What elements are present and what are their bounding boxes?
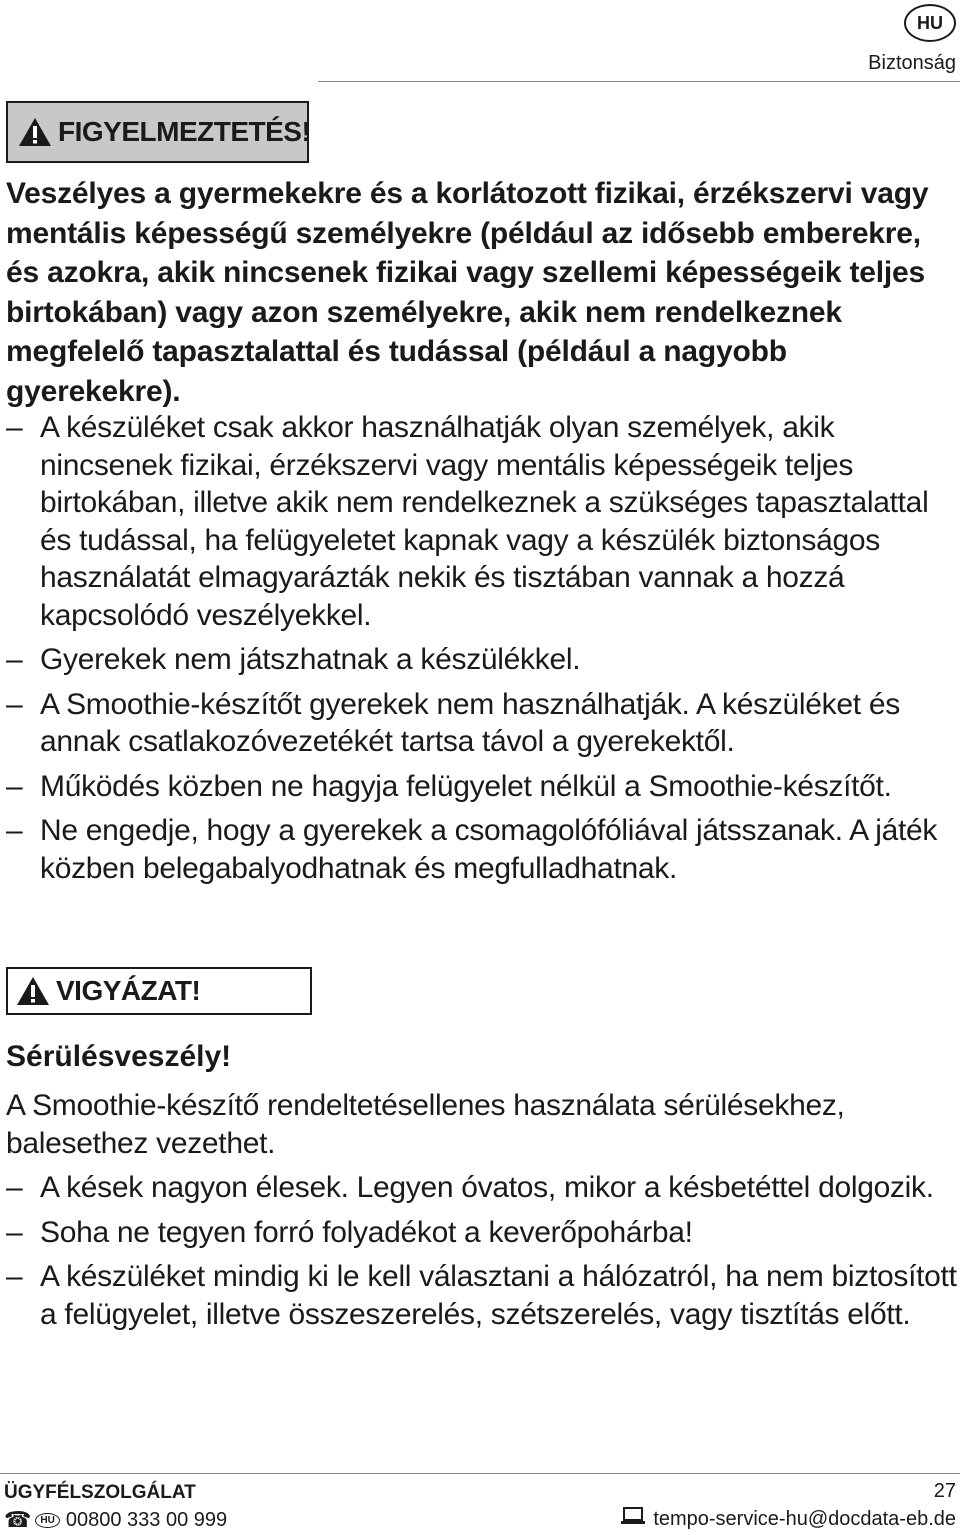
caution-label: VIGYÁZAT! <box>56 975 201 1006</box>
list-item-text: A készüléket mindig ki le kell választani a hálózatról, ha nem biztosított a felügyelet, illetve összeszerelés, szétszerelés, vagy tisztítás előtt. <box>40 1260 957 1331</box>
bullet-dash: – <box>6 687 23 721</box>
list-item <box>6 768 958 806</box>
hazard-description: A Smoothie-készítő rendeltetésellenes használata sérülésekhez, balesethez vezethet. <box>6 1089 845 1160</box>
list-item-text: Gyerekek nem játszhatnak a készülékkel. <box>40 643 581 676</box>
list-item <box>6 686 958 761</box>
warning-label: FIGYELMEZTETÉS! <box>58 116 311 147</box>
warning-list <box>6 409 958 894</box>
bullet-dash: – <box>6 769 23 803</box>
list-item <box>6 1169 958 1207</box>
section-title: Biztonság <box>868 52 956 74</box>
phone-icon: ☎ <box>4 1507 32 1532</box>
caution-list <box>6 1169 958 1340</box>
list-item <box>6 812 958 887</box>
bullet-dash: – <box>6 814 23 847</box>
caution-label-box <box>6 967 312 1015</box>
bullet-dash: – <box>6 411 23 444</box>
header-divider <box>318 81 960 82</box>
list-item <box>6 1214 958 1252</box>
list-item <box>6 641 958 679</box>
list-item-text: A Smoothie-készítőt gyerekek nem használhatják. A készüléket és annak csatlakozóvezetékét tartsa távol a gyerekektől. <box>40 687 900 758</box>
bullet-dash: – <box>6 1215 23 1249</box>
footer-email <box>621 1507 956 1531</box>
footer-divider <box>0 1473 960 1474</box>
footer-label: ÜGYFÉLSZOLGÁLAT <box>4 1482 196 1503</box>
phone-number: 00800 333 00 999 <box>65 1508 228 1531</box>
email-address[interactable]: tempo-service-hu@docdata-eb.de <box>653 1507 956 1530</box>
list-item-text: Soha ne tegyen forró folyadékot a keverőpohárba! <box>40 1215 693 1249</box>
list-item-text: A készüléket csak akkor használhatják olyan személyek, akik nincsenek fizikai, érzékszervi vagy mentális képességeik teljes birtokában, illetve akik nem rendelkeznek a szükséges tapasztalattal és tudással, ha felügyeletet kapnak vagy a készülék biztonságos használatát elmagyarázták nekik és tisztában vannak a hozzá kapcsolódó veszélyekkel. <box>40 411 929 632</box>
list-item <box>6 409 958 634</box>
hazard-title: Sérülésveszély! <box>6 1040 232 1073</box>
country-badge: HU <box>35 1513 59 1528</box>
warning-intro: Veszélyes a gyermekekre és a korlátozott fizikai, érzékszervi vagy mentális képességű személyekre (például az idősebb emberekre, és azokra, akik nincsenek fizikai vagy szellemi képességeik teljes birtokában) vagy azon személyekre, akik nem rendelkeznek megfelelő tapasztalattal és tudással (például a nagyobb gyerekekre). <box>6 177 929 408</box>
list-item <box>6 1258 958 1333</box>
page-number: 27 <box>933 1480 956 1502</box>
warning-triangle-icon <box>18 117 52 147</box>
footer-phone <box>4 1507 227 1533</box>
list-item-text: Működés közben ne hagyja felügyelet nélkül a Smoothie-készítőt. <box>40 769 892 803</box>
warning-triangle-icon <box>16 976 50 1006</box>
list-item-text: Ne engedje, hogy a gyerekek a csomagolófóliával játsszanak. A játék közben belegabalyodhatnak és megfulladhatnak. <box>40 814 938 885</box>
list-item-text: A kések nagyon élesek. Legyen óvatos, mikor a késbetéttel dolgozik. <box>40 1171 934 1204</box>
bullet-dash: – <box>6 1260 23 1293</box>
bullet-dash: – <box>6 1171 23 1204</box>
bullet-dash: – <box>6 643 23 676</box>
laptop-icon <box>621 1507 645 1531</box>
warning-label-box <box>6 101 309 163</box>
language-badge: HU <box>904 4 956 42</box>
